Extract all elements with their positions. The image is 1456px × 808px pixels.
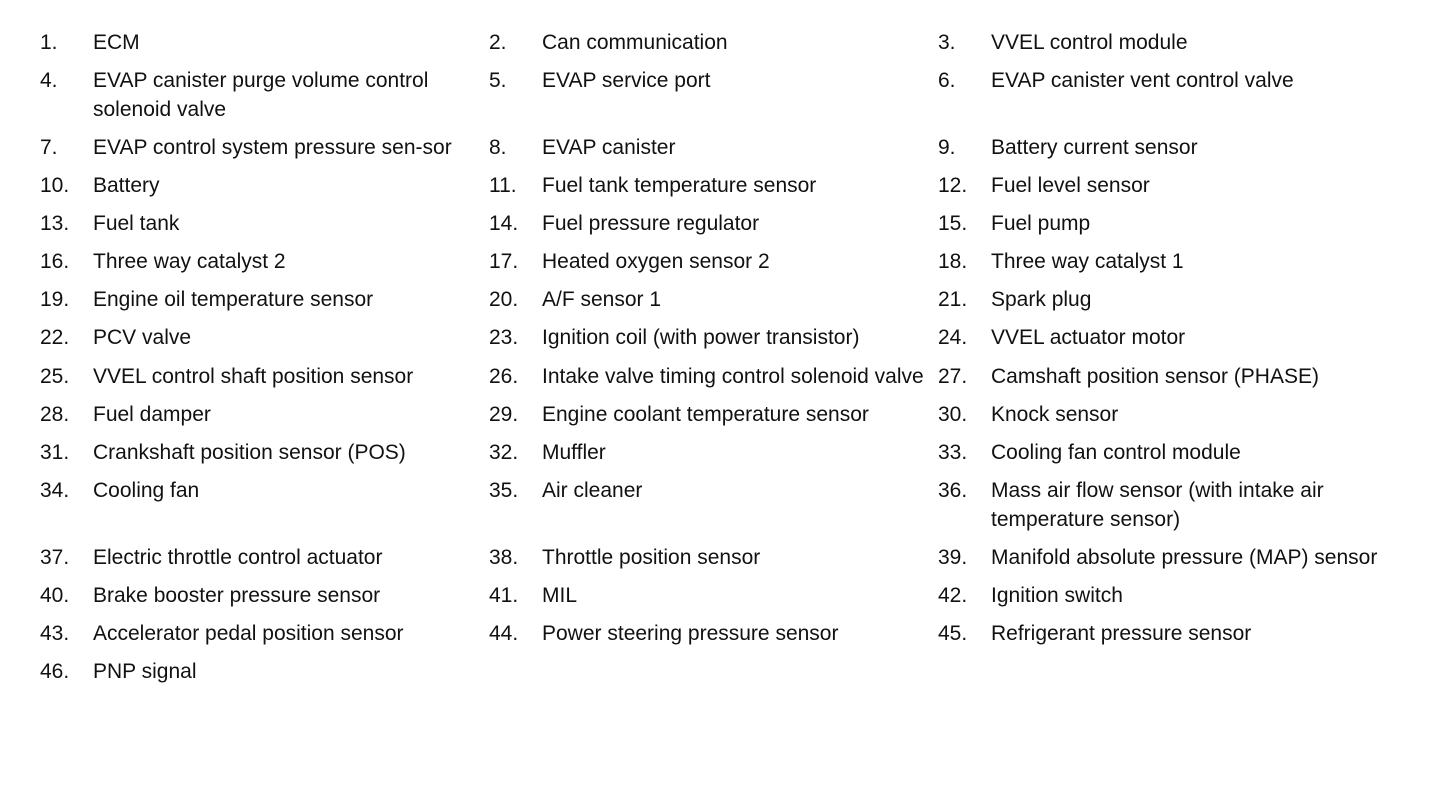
item-number: 44. <box>489 622 519 645</box>
item-label: EVAP canister vent control valve <box>991 69 1294 92</box>
legend-item <box>40 171 489 200</box>
item-label: Fuel level sensor <box>991 174 1150 197</box>
legend-item <box>40 66 489 124</box>
item-label: PCV valve <box>93 326 192 349</box>
item-number: 41. <box>489 584 519 607</box>
item-number: 3. <box>938 31 956 54</box>
item-number: 4. <box>40 69 58 92</box>
item-number: 1. <box>40 31 58 54</box>
legend-row <box>40 400 1440 429</box>
item-label: Fuel pump <box>991 212 1091 235</box>
legend-row <box>40 209 1440 238</box>
legend-row <box>40 619 1440 648</box>
legend-item <box>489 66 938 95</box>
legend-item <box>489 285 938 314</box>
item-label: VVEL control module <box>991 31 1188 54</box>
item-number: 25. <box>40 365 70 388</box>
legend-item <box>40 362 489 391</box>
item-label: EVAP canister <box>542 136 676 159</box>
legend-item <box>40 581 489 610</box>
item-label: A/F sensor 1 <box>542 288 662 311</box>
legend-item <box>938 619 1398 648</box>
legend-item <box>938 133 1398 162</box>
item-number: 45. <box>938 622 968 645</box>
item-number: 46. <box>40 660 70 683</box>
item-label: PNP signal <box>93 660 197 683</box>
item-label: Three way catalyst 2 <box>93 250 286 273</box>
item-label: Battery <box>93 174 160 197</box>
legend-item <box>938 362 1398 391</box>
item-number: 19. <box>40 288 70 311</box>
legend-item <box>40 323 489 352</box>
legend-item <box>489 362 938 391</box>
item-label: Brake booster pressure sensor <box>93 584 381 607</box>
legend-item <box>40 28 489 57</box>
item-number: 37. <box>40 546 70 569</box>
item-number: 27. <box>938 365 968 388</box>
item-label: Fuel tank <box>93 212 180 235</box>
item-label: Power steering pressure sensor <box>542 622 839 645</box>
legend-item <box>40 247 489 276</box>
item-number: 33. <box>938 441 968 464</box>
legend-item <box>489 133 938 162</box>
item-label: Fuel tank temperature sensor <box>542 174 817 197</box>
item-label: Spark plug <box>991 288 1092 311</box>
item-number: 39. <box>938 546 968 569</box>
item-label: Fuel pressure regulator <box>542 212 760 235</box>
legend-item <box>40 657 500 686</box>
legend-item <box>489 28 938 57</box>
legend-item <box>40 209 489 238</box>
legend-item <box>40 543 489 572</box>
item-number: 34. <box>40 479 70 502</box>
item-number: 5. <box>489 69 507 92</box>
item-number: 36. <box>938 479 968 502</box>
legend-item <box>489 247 938 276</box>
legend-item <box>40 438 489 467</box>
legend-item <box>938 543 1398 572</box>
legend-row <box>40 543 1440 572</box>
item-number: 31. <box>40 441 70 464</box>
legend-item <box>489 171 938 200</box>
item-label: Battery current sensor <box>991 136 1198 159</box>
legend-item <box>489 543 938 572</box>
item-number: 26. <box>489 365 519 388</box>
legend-row <box>40 362 1440 391</box>
item-number: 28. <box>40 403 70 426</box>
legend-item <box>938 581 1398 610</box>
item-number: 6. <box>938 69 956 92</box>
item-number: 13. <box>40 212 70 235</box>
legend-row <box>40 133 1440 162</box>
item-label: MIL <box>542 584 578 607</box>
legend-item <box>489 400 938 429</box>
legend-row <box>40 247 1440 276</box>
item-label: Heated oxygen sensor 2 <box>542 250 770 273</box>
component-legend <box>40 28 1440 695</box>
item-label: VVEL control shaft position sensor <box>93 365 414 388</box>
item-label: Camshaft position sensor (PHASE) <box>991 365 1319 388</box>
legend-item <box>938 476 1398 534</box>
legend-item <box>489 476 938 505</box>
item-label: EVAP control system pressure sen-sor <box>93 136 452 159</box>
legend-row <box>40 285 1440 314</box>
item-label: Engine coolant temperature sensor <box>542 403 869 426</box>
item-number: 16. <box>40 250 70 273</box>
item-number: 32. <box>489 441 519 464</box>
item-number: 38. <box>489 546 519 569</box>
legend-item <box>938 171 1398 200</box>
legend-item <box>938 323 1398 352</box>
item-label: Crankshaft position sensor (POS) <box>93 441 406 464</box>
legend-item <box>489 438 938 467</box>
item-number: 24. <box>938 326 968 349</box>
legend-item <box>938 285 1398 314</box>
item-number: 40. <box>40 584 70 607</box>
item-number: 2. <box>489 31 507 54</box>
item-label: Fuel damper <box>93 403 211 426</box>
item-number: 9. <box>938 136 956 159</box>
item-number: 10. <box>40 174 70 197</box>
legend-item <box>489 323 938 352</box>
item-number: 23. <box>489 326 519 349</box>
item-label: Knock sensor <box>991 403 1119 426</box>
legend-item <box>938 209 1398 238</box>
item-label: Ignition coil (with power transistor) <box>542 326 860 349</box>
item-label: VVEL actuator motor <box>991 326 1186 349</box>
legend-item <box>489 619 938 648</box>
item-label: Air cleaner <box>542 479 643 502</box>
legend-item <box>938 28 1398 57</box>
legend-item <box>40 619 489 648</box>
item-label: Electric throttle control actuator <box>93 546 383 569</box>
item-label: Can communication <box>542 31 728 54</box>
legend-item <box>938 66 1398 95</box>
item-label: Accelerator pedal position sensor <box>93 622 404 645</box>
item-number: 11. <box>489 174 517 197</box>
legend-item <box>40 476 489 505</box>
item-label: Throttle position sensor <box>542 546 761 569</box>
item-number: 17. <box>489 250 519 273</box>
legend-row <box>40 66 1440 124</box>
item-number: 18. <box>938 250 968 273</box>
legend-item <box>489 209 938 238</box>
legend-row <box>40 28 1440 57</box>
item-label: Mass air flow sensor (with intake air temperature sensor) <box>991 479 1324 531</box>
legend-row <box>40 323 1440 352</box>
legend-row <box>40 657 1440 686</box>
item-number: 43. <box>40 622 70 645</box>
item-number: 29. <box>489 403 519 426</box>
legend-item <box>40 400 489 429</box>
legend-item <box>938 438 1398 467</box>
item-number: 7. <box>40 136 58 159</box>
item-label: Muffler <box>542 441 606 464</box>
legend-row <box>40 476 1440 534</box>
item-label: Ignition switch <box>991 584 1123 607</box>
item-label: ECM <box>93 31 140 54</box>
legend-item <box>40 285 489 314</box>
item-label: Engine oil temperature sensor <box>93 288 374 311</box>
item-label: EVAP service port <box>542 69 711 92</box>
item-number: 20. <box>489 288 519 311</box>
item-label: Cooling fan <box>93 479 200 502</box>
item-number: 30. <box>938 403 968 426</box>
legend-item <box>489 581 938 610</box>
legend-item <box>938 247 1398 276</box>
legend-item <box>40 133 489 162</box>
item-number: 15. <box>938 212 968 235</box>
item-label: Cooling fan control module <box>991 441 1241 464</box>
item-number: 42. <box>938 584 968 607</box>
legend-row <box>40 438 1440 467</box>
legend-row <box>40 171 1440 200</box>
item-number: 35. <box>489 479 519 502</box>
legend-row <box>40 581 1440 610</box>
item-number: 21. <box>938 288 968 311</box>
item-number: 12. <box>938 174 968 197</box>
item-number: 8. <box>489 136 507 159</box>
item-label: EVAP canister purge volume control solenoid valve <box>93 69 429 121</box>
item-number: 14. <box>489 212 519 235</box>
item-number: 22. <box>40 326 70 349</box>
item-label: Refrigerant pressure sensor <box>991 622 1252 645</box>
legend-item <box>938 400 1398 429</box>
item-label: Three way catalyst 1 <box>991 250 1184 273</box>
item-label: Manifold absolute pressure (MAP) sensor <box>991 546 1378 569</box>
item-label: Intake valve timing control solenoid valve <box>542 365 924 388</box>
